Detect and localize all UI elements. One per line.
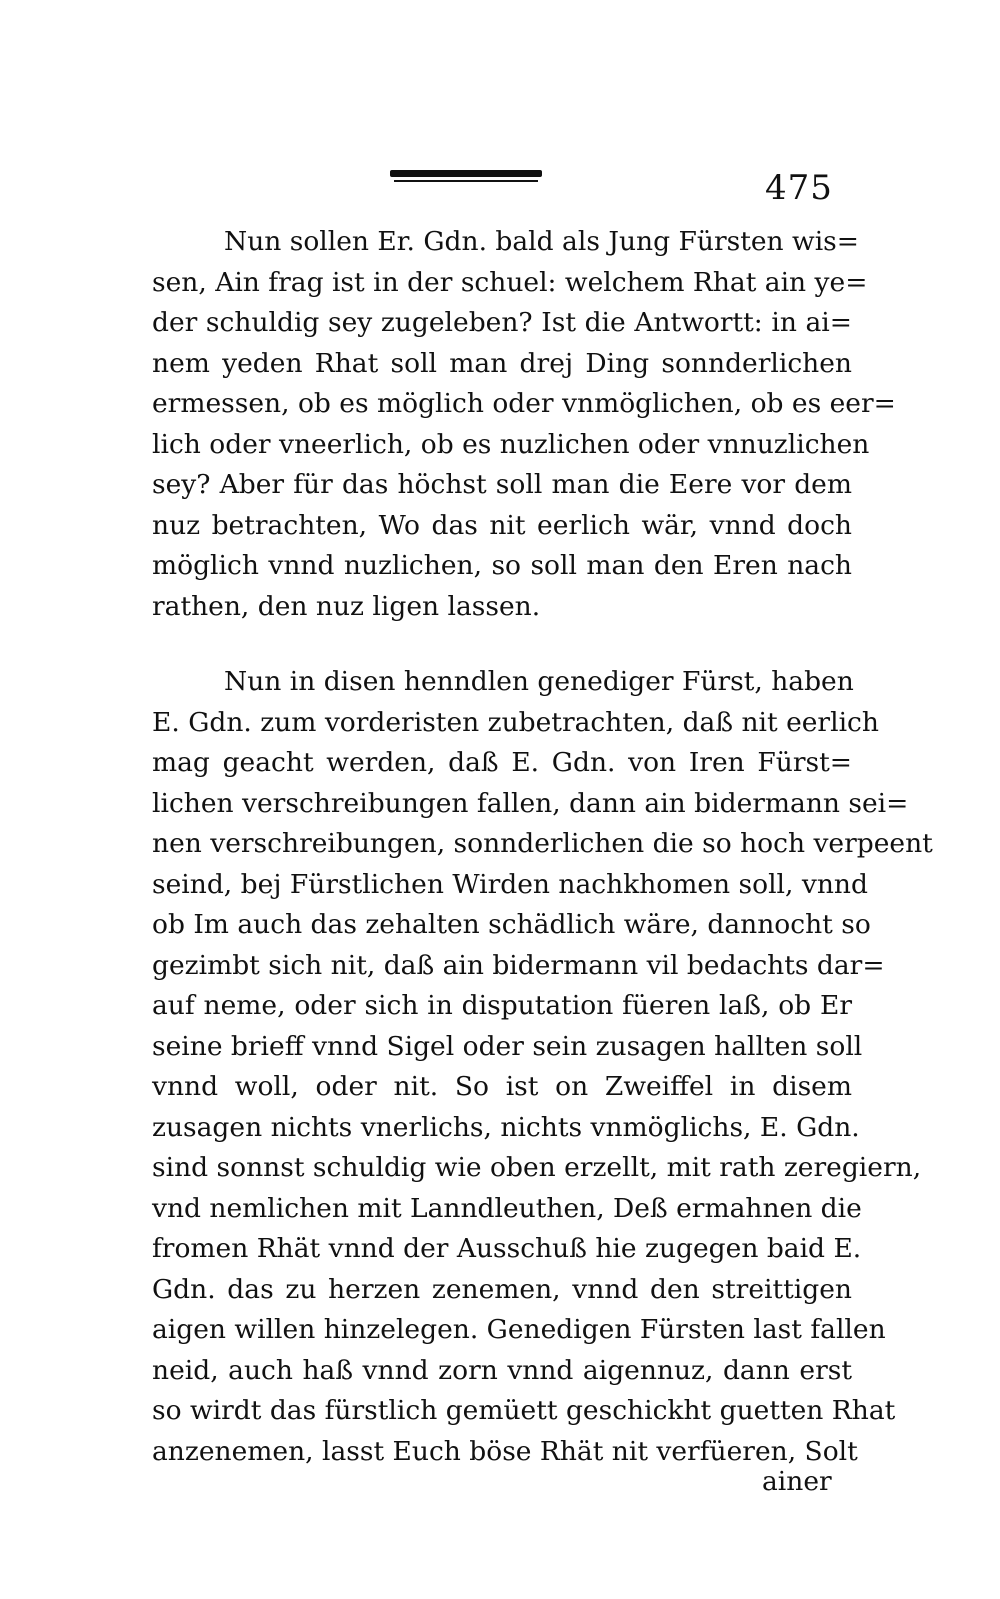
- text-line: ermessen, ob es möglich oder vnmöglichen, ob es eer=: [152, 388, 896, 419]
- text-line: zusagen nichts vnerlichs, nichts vnmöglichs, E. Gdn.: [152, 1111, 860, 1143]
- text-line: Nun in disen henndlen genediger Fürst, haben: [224, 666, 854, 697]
- text-line: nuz betrachten, Wo das nit eerlich wär, vnnd doch: [152, 509, 852, 541]
- text-line: sey? Aber für das höchst soll man die Eere vor dem: [152, 469, 852, 500]
- header-rule-thin: [394, 180, 538, 182]
- header-rule-thick: [390, 170, 542, 177]
- text-line: seind, bej Fürstlichen Wirden nachkhomen soll, vnnd: [152, 868, 868, 900]
- text-line: lichen verschreibungen fallen, dann ain bidermann sei=: [152, 787, 909, 819]
- paragraph-1: [152, 222, 896, 627]
- text-line: ob Im auch das zehalten schädlich wäre, dannocht so: [152, 909, 871, 940]
- text-line: der schuldig sey zugeleben? Ist die Antwortt: in ai=: [152, 307, 852, 338]
- text-line: neid, auch haß vnnd zorn vnnd aigennuz, dann erst: [152, 1354, 852, 1386]
- text-line: so wirdt das fürstlich gemüett geschickht guetten Rhat: [152, 1395, 896, 1426]
- page-number: 475: [765, 168, 833, 208]
- paragraph-2: [152, 662, 933, 1472]
- text-line: vnnd woll, oder nit. So ist on Zweiffel in disem: [152, 1071, 852, 1102]
- text-line: Nun sollen Er. Gdn. bald als Jung Fürsten wis=: [224, 226, 859, 257]
- text-line: rathen, den nuz ligen lassen.: [152, 590, 541, 622]
- text-line: mag geacht werden, daß E. Gdn. von Iren Fürst=: [152, 747, 852, 778]
- text-line: fromen Rhät vnnd der Ausschuß hie zugegen baid E.: [152, 1233, 862, 1264]
- text-line: lich oder vneerlich, ob es nuzlichen oder vnnuzlichen: [152, 428, 870, 460]
- text-line: sind sonnst schuldig wie oben erzellt, mit rath zeregiern,: [152, 1152, 922, 1183]
- text-line: Gdn. das zu herzen zenemen, vnnd den streittigen: [152, 1273, 852, 1305]
- text-line: seine brieff vnnd Sigel oder sein zusagen hallten soll: [152, 1030, 863, 1062]
- text-line: anzenemen, lasst Euch böse Rhät nit verfüeren, Solt: [152, 1435, 858, 1467]
- text-line: vnd nemlichen mit Lanndleuthen, Deß ermahnen die: [152, 1192, 862, 1224]
- text-line: möglich vnnd nuzlichen, so soll man den Eren nach: [152, 550, 852, 581]
- text-line: auf neme, oder sich in disputation füeren laß, ob Er: [152, 990, 852, 1021]
- text-line: sen, Ain frag ist in der schuel: welchem Rhat ain ye=: [152, 266, 868, 298]
- text-line: aigen willen hinzelegen. Genedigen Fürsten last fallen: [152, 1314, 886, 1345]
- catchword: ainer: [762, 1466, 832, 1497]
- text-line: nen verschreibungen, sonnderlichen die so hoch verpeent: [152, 828, 933, 859]
- text-line: nem yeden Rhat soll man drej Ding sonnderlichen: [152, 347, 852, 379]
- text-line: gezimbt sich nit, daß ain bidermann vil bedachts dar=: [152, 949, 885, 981]
- header-rule: [390, 170, 542, 184]
- text-line: E. Gdn. zum vorderisten zubetrachten, daß nit eerlich: [152, 706, 879, 738]
